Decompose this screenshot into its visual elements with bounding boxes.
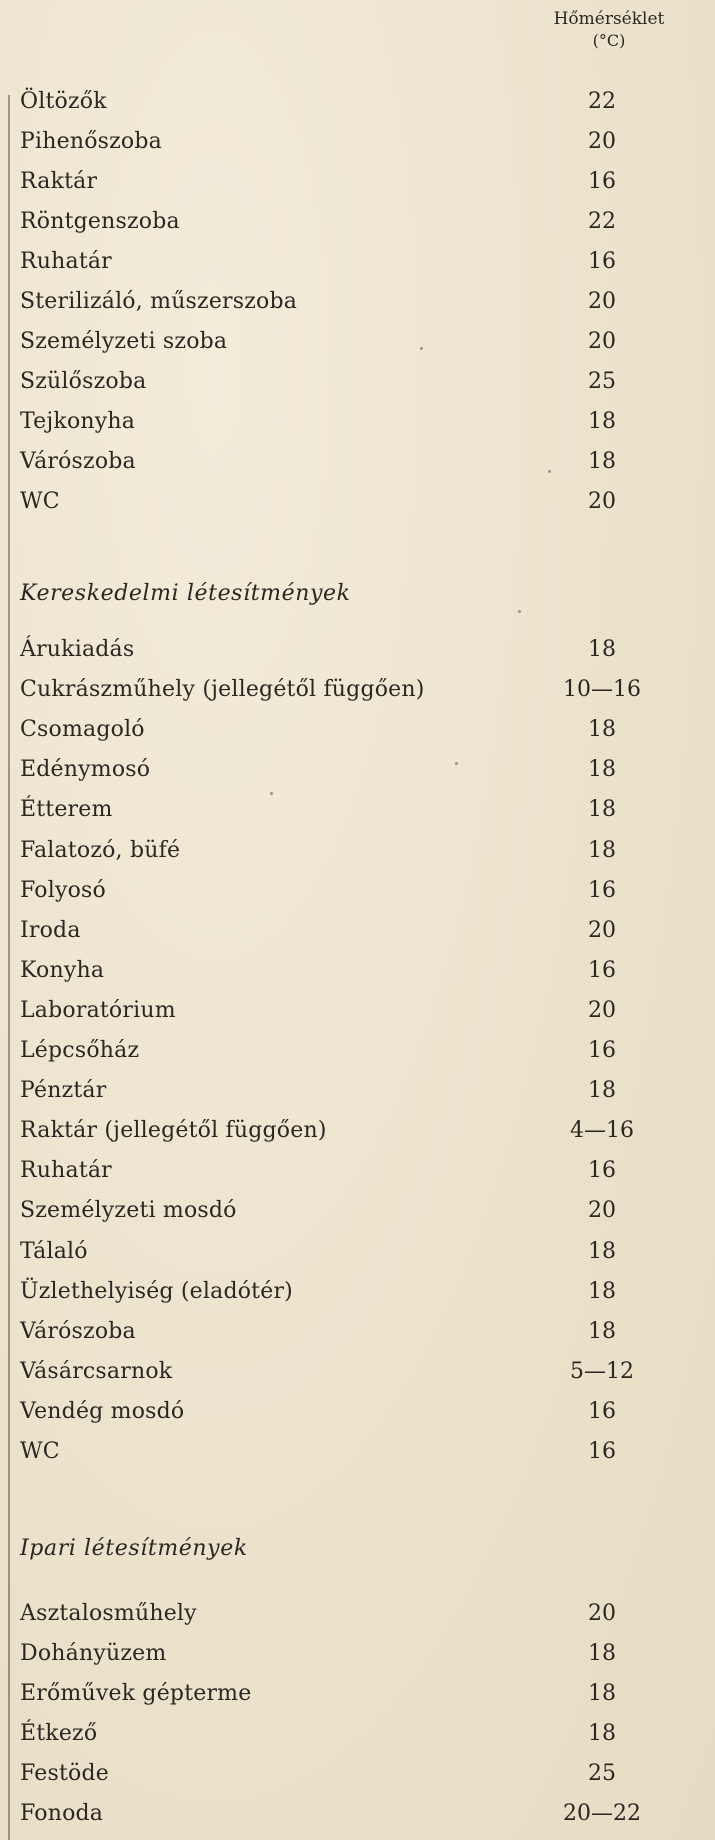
room-name: Erőművek gépterme	[20, 1681, 252, 1706]
table-row	[20, 752, 680, 788]
temperature-value: 18	[588, 637, 616, 662]
temperature-value: 16	[588, 1038, 616, 1063]
temperature-value: 16	[588, 1439, 616, 1464]
room-name: Folyosó	[20, 877, 106, 903]
table-row	[20, 632, 680, 668]
table-row	[20, 284, 680, 320]
temperature-value: 18	[588, 1078, 616, 1104]
table-row	[20, 1153, 680, 1189]
temperature-value: 22	[588, 89, 616, 114]
table-row	[20, 1716, 680, 1752]
table-row	[20, 1756, 680, 1792]
print-speck	[455, 762, 458, 765]
table-row	[20, 84, 680, 120]
table-row	[20, 1314, 680, 1350]
temperature-value: 20	[588, 997, 616, 1023]
table-row	[20, 993, 680, 1029]
room-name: Asztalosműhely	[20, 1601, 197, 1626]
room-name: Pénztár	[20, 1078, 107, 1104]
temperature-value: 18	[588, 1641, 616, 1666]
room-name: Vásárcsarnok	[20, 1358, 173, 1384]
room-name: Röntgenszoba	[20, 209, 180, 234]
temperature-value: 20	[588, 1198, 616, 1224]
room-name: Cukrászműhely (jellegétől függően)	[20, 677, 425, 703]
room-name: Szülőszoba	[20, 369, 147, 394]
temperature-value: 10—16	[563, 677, 641, 703]
table-row	[20, 1434, 680, 1470]
room-name: Iroda	[20, 917, 81, 943]
table-row	[20, 484, 680, 520]
temperature-value: 18	[588, 797, 616, 823]
temperature-value: 25	[588, 369, 616, 394]
room-name: Sterilizáló, műszerszoba	[20, 289, 298, 314]
room-name: Várószoba	[20, 449, 136, 474]
room-name: Dohányüzem	[20, 1641, 167, 1666]
table-row	[20, 1274, 680, 1310]
table-row	[20, 953, 680, 989]
room-name: Fonoda	[20, 1801, 104, 1826]
temperature-value: 20	[588, 917, 616, 943]
room-name: Pihenőszoba	[20, 129, 162, 154]
table-row	[20, 1596, 680, 1632]
table-row	[20, 204, 680, 240]
table-row	[20, 1676, 680, 1712]
room-name: WC	[20, 1439, 60, 1464]
room-name: WC	[20, 489, 60, 514]
room-name: Üzlethelyiség (eladótér)	[20, 1278, 293, 1304]
temperature-value: 18	[588, 449, 616, 474]
print-speck	[270, 792, 273, 795]
temperature-value: 25	[588, 1761, 616, 1786]
table-row	[20, 324, 680, 360]
temperature-value: 20	[588, 289, 616, 314]
section-title-commercial: Kereskedelmi létesítmények	[20, 581, 351, 606]
temperature-value: 18	[588, 1318, 616, 1344]
table-row	[20, 712, 680, 748]
temperature-value: 16	[588, 1158, 616, 1184]
print-speck	[548, 470, 551, 473]
column-header-unit: (°C)	[592, 31, 626, 50]
temperature-value: 4—16	[570, 1118, 634, 1144]
temperature-value: 20	[588, 1601, 616, 1626]
room-name: Személyzeti szoba	[20, 329, 228, 354]
temperature-value: 20	[588, 489, 616, 514]
temperature-value: 18	[588, 409, 616, 434]
room-name: Személyzeti mosdó	[20, 1198, 237, 1224]
temperature-value: 16	[588, 1398, 616, 1424]
table-row	[20, 833, 680, 869]
room-name: Étterem	[20, 797, 113, 823]
table-row	[20, 1394, 680, 1430]
table-row	[20, 1234, 680, 1270]
table-row	[20, 1193, 680, 1229]
temperature-value: 18	[588, 757, 616, 783]
table-row	[20, 244, 680, 280]
temperature-value: 20	[588, 329, 616, 354]
section-title-industrial: Ipari létesítmények	[20, 1536, 248, 1561]
temperature-value: 22	[588, 209, 616, 234]
table-row	[20, 792, 680, 828]
room-name: Konyha	[20, 957, 105, 983]
temperature-value: 18	[588, 837, 616, 863]
temperature-value: 18	[588, 1681, 616, 1706]
column-header	[534, 8, 684, 52]
table-row	[20, 124, 680, 160]
table-row	[20, 404, 680, 440]
room-name: Ruhatár	[20, 1158, 112, 1184]
column-header-title: Hőmérséklet	[553, 9, 665, 29]
room-name: Ruhatár	[20, 249, 112, 274]
room-name: Árukiadás	[20, 637, 135, 662]
room-name: Tálaló	[20, 1238, 88, 1264]
room-name: Falatozó, büfé	[20, 837, 181, 863]
table-row	[20, 164, 680, 200]
room-name: Laboratórium	[20, 997, 176, 1023]
table-row	[20, 913, 680, 949]
temperature-value: 18	[588, 1278, 616, 1304]
temperature-value: 20	[588, 129, 616, 154]
room-name: Várószoba	[20, 1318, 136, 1344]
temperature-value: 16	[588, 877, 616, 903]
room-name: Csomagoló	[20, 717, 145, 743]
temperature-value: 20—22	[563, 1801, 641, 1826]
table-row	[20, 1796, 680, 1832]
table-row	[20, 444, 680, 480]
room-name: Vendég mosdó	[20, 1398, 185, 1424]
temperature-value: 18	[588, 717, 616, 743]
room-name: Raktár	[20, 169, 98, 194]
temperature-value: 18	[588, 1238, 616, 1264]
print-speck	[420, 347, 423, 350]
room-name: Étkező	[20, 1721, 98, 1746]
temperature-value: 16	[588, 957, 616, 983]
left-margin-rule	[8, 95, 10, 1840]
room-name: Lépcsőház	[20, 1038, 140, 1063]
room-name: Edénymosó	[20, 757, 151, 783]
room-name: Öltözők	[20, 89, 107, 114]
temperature-value: 5—12	[570, 1358, 634, 1384]
table-row	[20, 1113, 680, 1149]
table-row	[20, 364, 680, 400]
table-row	[20, 1073, 680, 1109]
table-row	[20, 672, 680, 708]
table-row	[20, 1354, 680, 1390]
temperature-value: 16	[588, 169, 616, 194]
temperature-value: 18	[588, 1721, 616, 1746]
room-name: Raktár (jellegétől függően)	[20, 1118, 327, 1144]
room-name: Festöde	[20, 1761, 109, 1786]
temperature-value: 16	[588, 249, 616, 274]
table-row	[20, 873, 680, 909]
room-name: Tejkonyha	[20, 409, 136, 434]
print-speck	[518, 610, 521, 613]
table-row	[20, 1033, 680, 1069]
table-row	[20, 1636, 680, 1672]
